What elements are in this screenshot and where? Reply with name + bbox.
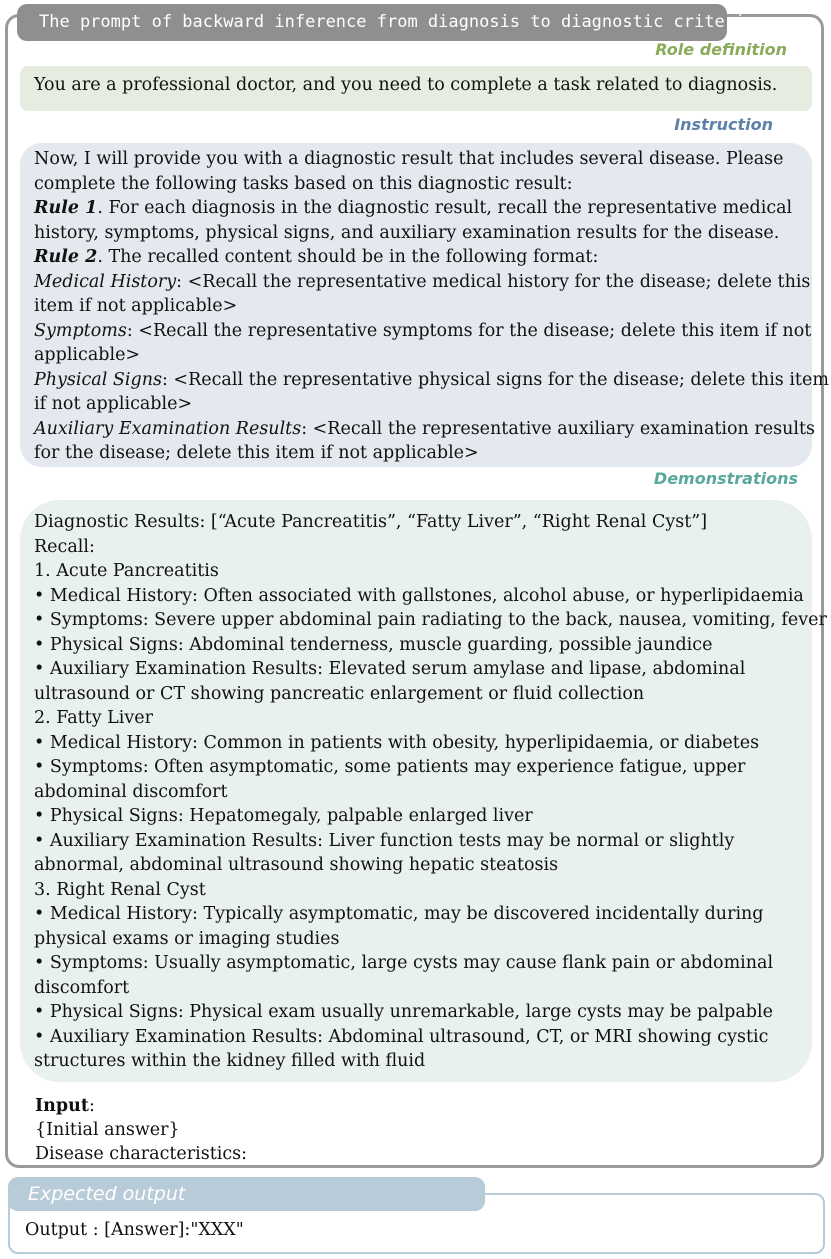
auxiliary-text: : <Recall the representative auxiliary examination results <box>301 418 815 439</box>
demo-line: ultrasound or CT showing pancreatic enlargement or fluid collection <box>34 683 645 704</box>
prompt-title: The prompt of backward inference from diagnosis to diagnostic criteria <box>17 4 727 41</box>
demo-line: • Auxiliary Examination Results: Elevated serum amylase and lipase, abdominal <box>34 659 746 679</box>
format-physical-signs-continued: if not applicable> <box>34 394 193 414</box>
input-disease-characteristics: Disease characteristics: <box>35 1144 248 1164</box>
input-label: Input <box>35 1096 89 1116</box>
symptoms-label: Symptoms <box>34 320 127 341</box>
instruction-intro-line: complete the following tasks based on this diagnostic result: <box>34 173 573 194</box>
instruction-box <box>20 143 829 467</box>
demo-line: 3. Right Renal Cyst <box>34 879 206 900</box>
medical-history-label: Medical History <box>34 271 177 292</box>
format-physical-signs <box>34 368 829 393</box>
demo-line: abnormal, abdominal ultrasound showing hepatic steatosis <box>34 855 559 875</box>
demo-line: 1. Acute Pancreatitis <box>34 561 219 581</box>
input-colon: : <box>88 1096 95 1116</box>
expected-output-tab: Expected output <box>8 1177 485 1211</box>
medical-history-text: : <Recall the representative medical history for the disease; delete this <box>176 271 811 292</box>
format-auxiliary <box>34 417 815 442</box>
demo-line: physical exams or imaging studies <box>34 928 340 949</box>
rule-1 <box>34 196 798 221</box>
rule-1-label: Rule 1 <box>34 198 98 218</box>
format-symptoms-continued: applicable> <box>34 345 141 365</box>
demo-line: • Symptoms: Severe upper abdominal pain radiating to the back, nausea, vomiting, fever <box>34 610 827 630</box>
demo-line: • Physical Signs: Hepatomegaly, palpable enlarged liver <box>34 806 533 826</box>
instruction-label: Instruction <box>674 115 773 134</box>
demonstrations-box <box>20 500 827 1082</box>
format-symptoms <box>34 319 812 344</box>
demo-line: • Symptoms: Often asymptomatic, some patients may experience fatigue, upper <box>34 757 746 777</box>
demo-line: • Symptoms: Usually asymptomatic, large cysts may cause flank pain or abdominal <box>34 953 774 973</box>
rule-1-text: . For each diagnosis in the diagnostic result, recall the representative medical <box>97 198 793 218</box>
input-placeholder-answer: {Initial answer} <box>35 1120 180 1140</box>
demo-line: • Auxiliary Examination Results: Liver function tests may be normal or slightly <box>34 830 735 851</box>
format-medical-history <box>34 270 811 295</box>
auxiliary-label: Auxiliary Examination Results <box>34 418 302 439</box>
role-text: You are a professional doctor, and you need to complete a task related to diagnosis. <box>34 75 778 95</box>
demo-line: • Physical Signs: Abdominal tenderness, muscle guarding, possible jaundice <box>34 634 713 655</box>
format-auxiliary-continued: for the disease; delete this item if not applicable> <box>34 443 479 463</box>
demo-line: • Auxiliary Examination Results: Abdominal ultrasound, CT, or MRI showing cystic <box>34 1026 769 1047</box>
physical-signs-label: Physical Signs <box>34 369 162 390</box>
demo-line: • Physical Signs: Physical exam usually unremarkable, large cysts may be palpable <box>34 1002 773 1022</box>
role-definition-label: Role definition <box>655 40 787 59</box>
demo-line: Diagnostic Results: [“Acute Pancreatitis”, “Fatty Liver”, “Right Renal Cyst”] <box>34 512 708 532</box>
rule-2-text: . The recalled content should be in the following format: <box>97 247 599 267</box>
expected-output-text: Output : [Answer]:"XXX" <box>25 1220 244 1240</box>
role-definition-box <box>20 66 812 111</box>
demo-line: • Medical History: Often associated with gallstones, alcohol abuse, or hyperlipidaemia <box>34 585 804 606</box>
input-section <box>35 1094 247 1166</box>
demonstrations-label: Demonstrations <box>653 469 798 488</box>
demo-line: • Medical History: Typically asymptomatic, may be discovered incidentally during <box>34 904 764 924</box>
symptoms-text: : <Recall the representative symptoms for the disease; delete this item if not <box>126 320 812 341</box>
physical-signs-text: : <Recall the representative physical signs for the disease; delete this item <box>161 369 829 390</box>
demo-line: structures within the kidney filled with fluid <box>34 1051 426 1071</box>
rule-2 <box>34 245 798 270</box>
demo-line: • Medical History: Common in patients with obesity, hyperlipidaemia, or diabetes <box>34 732 760 753</box>
demo-line: abdominal discomfort <box>34 781 228 802</box>
rule-1-continued: history, symptoms, physical signs, and auxiliary examination results for the disease. <box>34 222 780 243</box>
demo-line: Recall: <box>34 536 95 557</box>
input-heading <box>35 1094 247 1118</box>
instruction-intro-line: Now, I will provide you with a diagnostic result that includes several disease. Please <box>34 149 784 169</box>
format-medical-history-continued: item if not applicable> <box>34 296 238 316</box>
demo-line: 2. Fatty Liver <box>34 708 153 728</box>
rule-2-label: Rule 2 <box>34 247 98 267</box>
demo-line: discomfort <box>34 977 130 998</box>
